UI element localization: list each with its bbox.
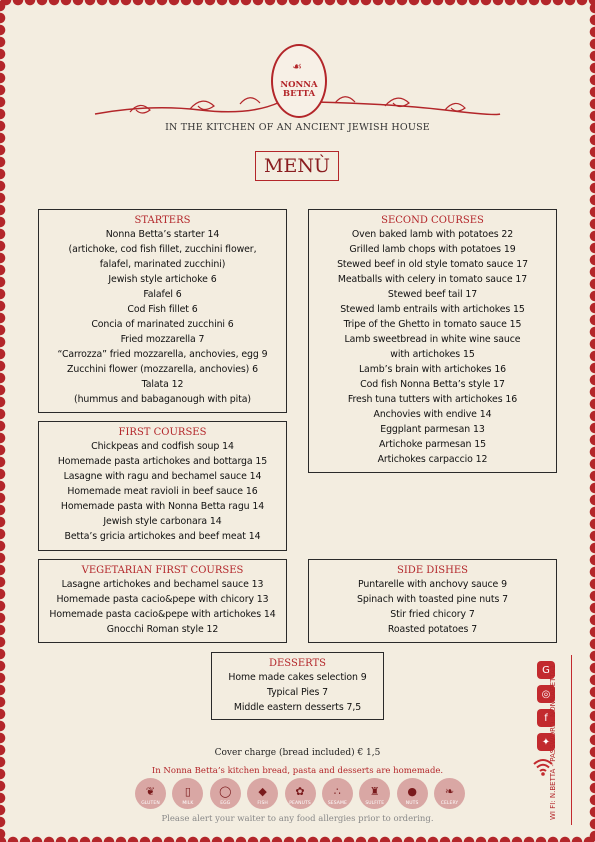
allergen-label: PEANUTS bbox=[289, 801, 311, 806]
allergen-label: SESAME bbox=[327, 801, 347, 806]
allergen-label: NUTS bbox=[405, 801, 419, 806]
decorative-border-top bbox=[0, 0, 595, 12]
second-courses-list bbox=[309, 227, 556, 467]
tagline: IN THE KITCHEN OF AN ANCIENT JEWISH HOUSE bbox=[165, 122, 430, 133]
menu-item: Fried mozzarella 7 bbox=[120, 334, 205, 345]
google-plus-icon[interactable]: G bbox=[537, 661, 555, 679]
allergen-label: EGG bbox=[220, 801, 231, 806]
menu-item: Homemade meat ravioli in beef sauce 16 bbox=[67, 486, 258, 497]
menu-item: Homemade pasta cacio&pepe with artichokes 14 bbox=[49, 609, 276, 620]
allergen-glyph: ◆ bbox=[258, 785, 267, 798]
instagram-icon[interactable]: ◎ bbox=[537, 685, 555, 703]
section-title: STARTERS bbox=[134, 215, 191, 226]
allergen-label: FISH bbox=[257, 801, 268, 806]
menu-item: falafel, marinated zucchini) bbox=[99, 259, 226, 270]
second-courses-section bbox=[308, 209, 557, 473]
starters-list bbox=[39, 227, 286, 407]
menu-item: Betta’s gricia artichokes and beef meat 14 bbox=[64, 531, 261, 542]
menu-item: Eggplant parmesan 13 bbox=[380, 424, 485, 435]
section-title: FIRST COURSES bbox=[118, 427, 207, 438]
menu-item: Concia of marinated zucchini 6 bbox=[91, 319, 234, 330]
menu-item: Stewed beef in old style tomato sauce 17 bbox=[337, 259, 528, 270]
menu-item: Homemade pasta cacio&pepe with chicory 13 bbox=[56, 594, 269, 605]
first-courses-section bbox=[38, 421, 287, 551]
menu-item: Jewish style carbonara 14 bbox=[103, 516, 222, 527]
menu-item: Typical Pies 7 bbox=[266, 687, 329, 698]
logo-emblem bbox=[271, 44, 327, 118]
allergen-glyph: ▯ bbox=[184, 785, 191, 798]
menu-title: MENÙ bbox=[255, 151, 339, 181]
desserts-list bbox=[212, 670, 383, 715]
allergen-glyph: ∴ bbox=[333, 785, 341, 798]
menu-item: Stir fried chicory 7 bbox=[390, 609, 475, 620]
menu-item: Falafel 6 bbox=[143, 289, 182, 300]
menu-item: Oven baked lamb with potatoes 22 bbox=[351, 229, 514, 240]
menu-item: Cod Fish fillet 6 bbox=[127, 304, 198, 315]
menu-item: Lasagne artichokes and bechamel sauce 13 bbox=[61, 579, 264, 590]
starters-section bbox=[38, 209, 287, 413]
decorative-border-bottom bbox=[0, 830, 595, 842]
menu-item: “Carrozza” fried mozzarella, anchovies, egg 9 bbox=[57, 349, 268, 360]
logo-name: NONNA BETTA bbox=[280, 80, 318, 99]
menu-item: Artichoke parmesan 15 bbox=[379, 439, 486, 450]
vegetarian-list bbox=[39, 577, 286, 637]
desserts-section bbox=[211, 652, 384, 720]
peanut-icon bbox=[285, 778, 316, 809]
section-title: SIDE DISHES bbox=[397, 565, 468, 576]
allergen-label: MILK bbox=[182, 801, 194, 806]
homemade-note: In Nonna Betta’s kitchen bread, pasta and desserts are homemade. bbox=[151, 766, 444, 776]
logo-header bbox=[0, 30, 595, 125]
fish-icon bbox=[247, 778, 278, 809]
allergen-label: CELERY bbox=[440, 801, 459, 806]
wine-icon bbox=[359, 778, 390, 809]
social-divider bbox=[571, 655, 572, 825]
menu-item: Zucchini flower (mozzarella, anchovies) 6 bbox=[67, 364, 258, 375]
left-swirl-ornament bbox=[90, 92, 290, 122]
menu-item: Meatballs with celery in tomato sauce 17 bbox=[337, 274, 528, 285]
menu-item: Chickpeas and codfish soup 14 bbox=[91, 441, 234, 452]
menu-item: Homemade pasta artichokes and bottarga 15 bbox=[57, 456, 268, 467]
section-title: DESSERTS bbox=[268, 658, 327, 669]
allergen-label: GLUTEN bbox=[141, 801, 160, 806]
menu-item: Stewed beef tail 17 bbox=[387, 289, 478, 300]
menu-item: Artichokes carpaccio 12 bbox=[377, 454, 488, 465]
menu-item: Gnocchi Roman style 12 bbox=[106, 624, 219, 635]
allergen-glyph: ◯ bbox=[219, 785, 232, 798]
menu-item: Cod fish Nonna Betta’s style 17 bbox=[360, 379, 505, 390]
sesame-icon bbox=[322, 778, 353, 809]
allergen-glyph: ❦ bbox=[145, 785, 156, 798]
nut-icon bbox=[397, 778, 428, 809]
allergen-glyph: ♜ bbox=[369, 785, 380, 798]
menu-item: with artichokes 15 bbox=[390, 349, 475, 360]
menu-item: Middle eastern desserts 7,5 bbox=[233, 702, 362, 713]
menu-item: Lamb sweetbread in white wine sauce bbox=[344, 334, 521, 345]
wifi-password: WI FI: N.BETTA - PASSWORD: NONNABETTA1 bbox=[549, 664, 557, 820]
allergen-icons bbox=[135, 778, 465, 812]
menu-item: (artichoke, cod fish fillet, zucchini flower, bbox=[68, 244, 257, 255]
menu-item: Talata 12 bbox=[141, 379, 184, 390]
allergen-glyph: ❧ bbox=[444, 785, 455, 798]
facebook-icon[interactable]: f bbox=[537, 709, 555, 727]
menu-item: Roasted potatoes 7 bbox=[387, 624, 478, 635]
menu-item: Fresh tuna tutters with artichokes 16 bbox=[347, 394, 518, 405]
wheat-icon bbox=[135, 778, 166, 809]
menu-item: Homemade pasta with Nonna Betta ragu 14 bbox=[60, 501, 265, 512]
menu-item: Stewed lamb entrails with artichokes 15 bbox=[340, 304, 525, 315]
menu-item: Puntarelle with anchovy sauce 9 bbox=[358, 579, 507, 590]
allergy-note: Please alert your waiter to any food allergies prior to ordering. bbox=[161, 814, 434, 824]
first-courses-list bbox=[39, 439, 286, 544]
cover-charge: Cover charge (bread included) € 1,5 bbox=[214, 748, 381, 758]
allergen-glyph: ● bbox=[407, 785, 417, 798]
tripadvisor-icon[interactable]: ✦ bbox=[537, 733, 555, 751]
side-dishes-list bbox=[309, 577, 556, 637]
allergen-glyph: ✿ bbox=[295, 785, 305, 798]
menu-item: Lamb’s brain with artichokes 16 bbox=[358, 364, 507, 375]
menu-item: Nonna Betta’s starter 14 bbox=[105, 229, 220, 240]
celery-icon bbox=[434, 778, 465, 809]
right-swirl-ornament bbox=[305, 92, 505, 122]
menu-item: Anchovies with endive 14 bbox=[373, 409, 492, 420]
menu-item: Jewish style artichoke 6 bbox=[108, 274, 217, 285]
menu-item: Tripe of the Ghetto in tomato sauce 15 bbox=[343, 319, 522, 330]
menu-item: Spinach with toasted pine nuts 7 bbox=[357, 594, 508, 605]
section-title: VEGETARIAN FIRST COURSES bbox=[81, 565, 244, 576]
side-dishes-section bbox=[308, 559, 557, 643]
milk-icon bbox=[172, 778, 203, 809]
grandmother-icon: ☙ bbox=[292, 60, 302, 73]
menu-item: Home made cakes selection 9 bbox=[228, 672, 367, 683]
egg-icon bbox=[210, 778, 241, 809]
menu-item: Lasagne with ragu and bechamel sauce 14 bbox=[63, 471, 262, 482]
menu-item: (hummus and babaganough with pita) bbox=[74, 394, 251, 405]
allergen-label: SULFITE bbox=[365, 801, 385, 806]
menu-item: Grilled lamb chops with potatoes 19 bbox=[349, 244, 516, 255]
vegetarian-first-courses-section bbox=[38, 559, 287, 643]
section-title: SECOND COURSES bbox=[381, 215, 484, 226]
